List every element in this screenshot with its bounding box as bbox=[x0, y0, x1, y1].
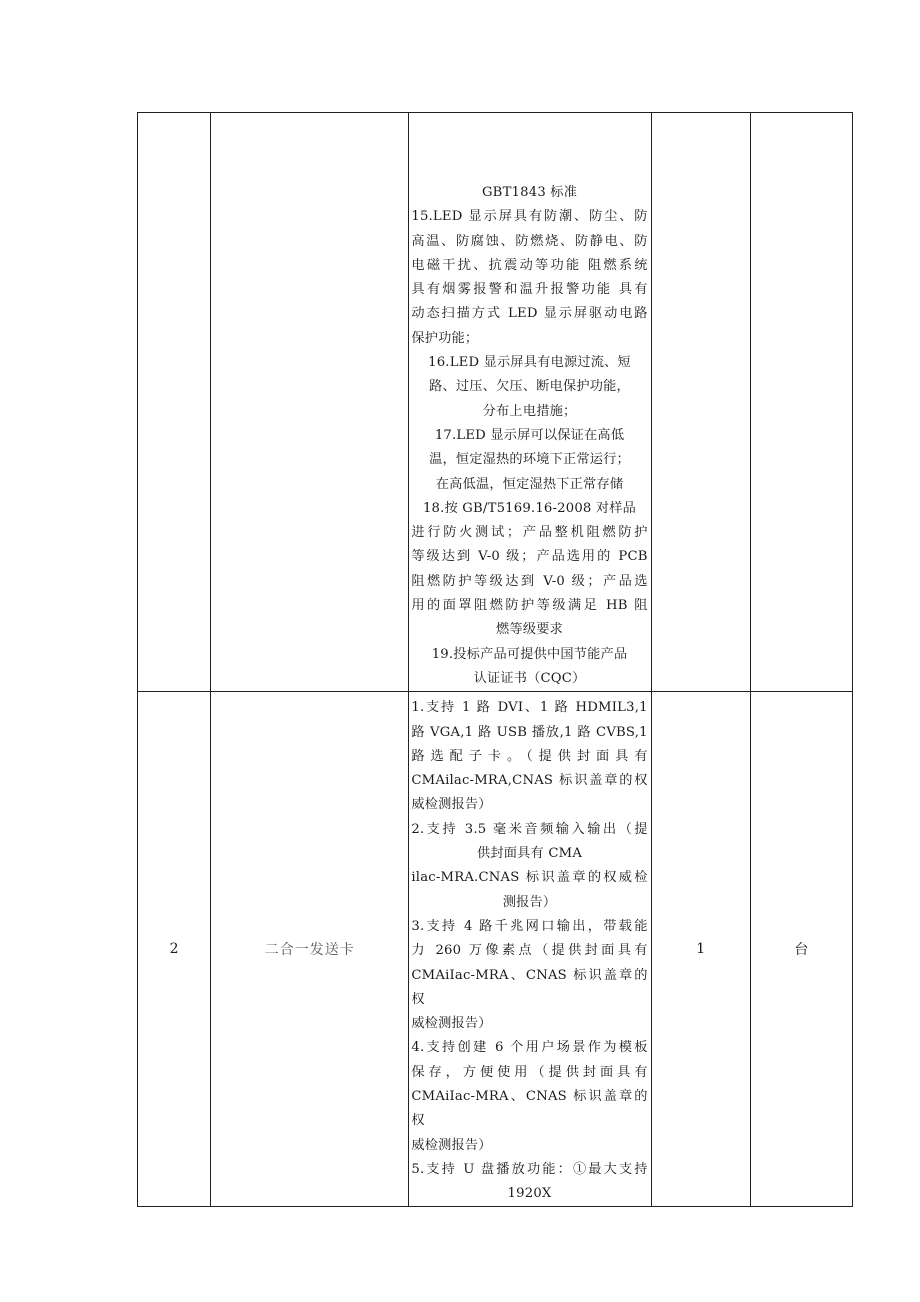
spec-line: 19.投标产品可提供中国节能产品 bbox=[431, 646, 628, 662]
spec-text bbox=[409, 113, 650, 691]
spec-line: 威检测报告） bbox=[411, 797, 492, 813]
spec-line: 保存，方便使用（提供封面具有 bbox=[411, 1064, 648, 1080]
spec-line: CMAiIac-MRA、CNAS 标识盖章的权 bbox=[411, 1088, 648, 1129]
product-name-cell bbox=[211, 113, 409, 692]
spec-line: 威检测报告） bbox=[411, 1016, 492, 1032]
spec-line: 路 VGA,1 路 USB 播放,1 路 CVBS,1 bbox=[411, 724, 648, 740]
spec-line: 具有烟雾报警和温升报警功能 具有 bbox=[411, 282, 648, 298]
spec-line: 测报告） bbox=[502, 894, 557, 910]
spec-line: 高温、防腐蚀、防燃烧、防静电、防 bbox=[411, 233, 648, 249]
spec-line: 温，恒定湿热的环境下正常运行； bbox=[429, 452, 630, 468]
spec-line: 动态扫描方式 LED 显示屏驱动电路 bbox=[411, 306, 648, 322]
spec-line: 供封面具有 CMA bbox=[477, 846, 583, 862]
spec-line: 等级达到 V-0 级；产品选用的 PCB bbox=[411, 549, 648, 565]
spec-line: 3.支持 4 路千兆网口输出，带载能 bbox=[411, 918, 648, 934]
spec-line: 燃等级要求 bbox=[496, 622, 563, 638]
spec-line: 17.LED 显示屏可以保证在高低 bbox=[434, 427, 625, 443]
unit-cell: 台 bbox=[750, 692, 852, 1207]
spec-line: 力 260 万像素点（提供封面具有 bbox=[411, 943, 648, 959]
row-number-cell bbox=[138, 113, 211, 692]
spec-line: 进行防火测试；产品整机阻燃防护 bbox=[411, 525, 648, 541]
spec-line: 16.LED 显示屏具有电源过流、短 bbox=[428, 355, 631, 371]
product-name-cell: 二合一发送卡 bbox=[211, 692, 409, 1207]
spec-line: 保护功能； bbox=[411, 330, 479, 346]
spec-line: 用的面罩阻燃防护等级满足 HB 阻 bbox=[411, 598, 648, 614]
spec-line: 5.支持 U 盘播放功能：①最大支持 bbox=[411, 1161, 648, 1177]
spec-line: 18.按 GB/T5169.16-2008 对样品 bbox=[422, 500, 637, 516]
spec-table bbox=[137, 112, 853, 1207]
spec-line: ilac-MRA.CNAS 标识盖章的权威检 bbox=[411, 870, 648, 886]
spec-line: 路选配子卡。（提供封面具有 bbox=[411, 748, 648, 764]
unit-cell bbox=[750, 113, 852, 692]
spec-line: 路、过压、欠压、断电保护功能， bbox=[429, 379, 630, 395]
row-number-cell: 2 bbox=[138, 692, 211, 1207]
spec-line: 阻燃防护等级达到 V-0 级；产品选 bbox=[411, 573, 648, 589]
spec-line: 2.支持 3.5 毫米音频输入输出（提 bbox=[411, 821, 648, 837]
spec-line: 1.支持 1 路 DVI、1 路 HDMIL3,1 bbox=[411, 700, 648, 716]
quantity-cell: 1 bbox=[651, 692, 750, 1207]
table-row bbox=[138, 113, 853, 692]
spec-cell bbox=[409, 692, 651, 1207]
spec-line: 在高低温，恒定湿热下正常存储 bbox=[435, 476, 624, 492]
spec-line: CMAiIac-MRA、CNAS 标识盖章的权 bbox=[411, 967, 648, 1007]
spec-line: 4.支持创建 6 个用户场景作为模板 bbox=[411, 1040, 648, 1056]
spec-line: 1920X bbox=[507, 1186, 552, 1202]
table-row bbox=[138, 692, 853, 1207]
spec-line: 电磁干扰、抗震动等功能 阻燃系统 bbox=[411, 257, 648, 273]
quantity-cell bbox=[651, 113, 750, 692]
spec-line: GBT1843 标准 bbox=[481, 185, 578, 200]
spec-line: 威检测报告） bbox=[411, 1137, 492, 1153]
spec-line: CMAilac-MRA,CNAS 标识盖章的权 bbox=[411, 773, 648, 789]
spec-line: 15.LED 显示屏具有防潮、防尘、防 bbox=[411, 209, 648, 225]
spec-line: 分布上电措施； bbox=[482, 403, 577, 419]
spec-line: 认证证书（CQC） bbox=[473, 670, 586, 686]
spec-text bbox=[409, 692, 650, 1206]
spec-cell bbox=[409, 113, 651, 692]
